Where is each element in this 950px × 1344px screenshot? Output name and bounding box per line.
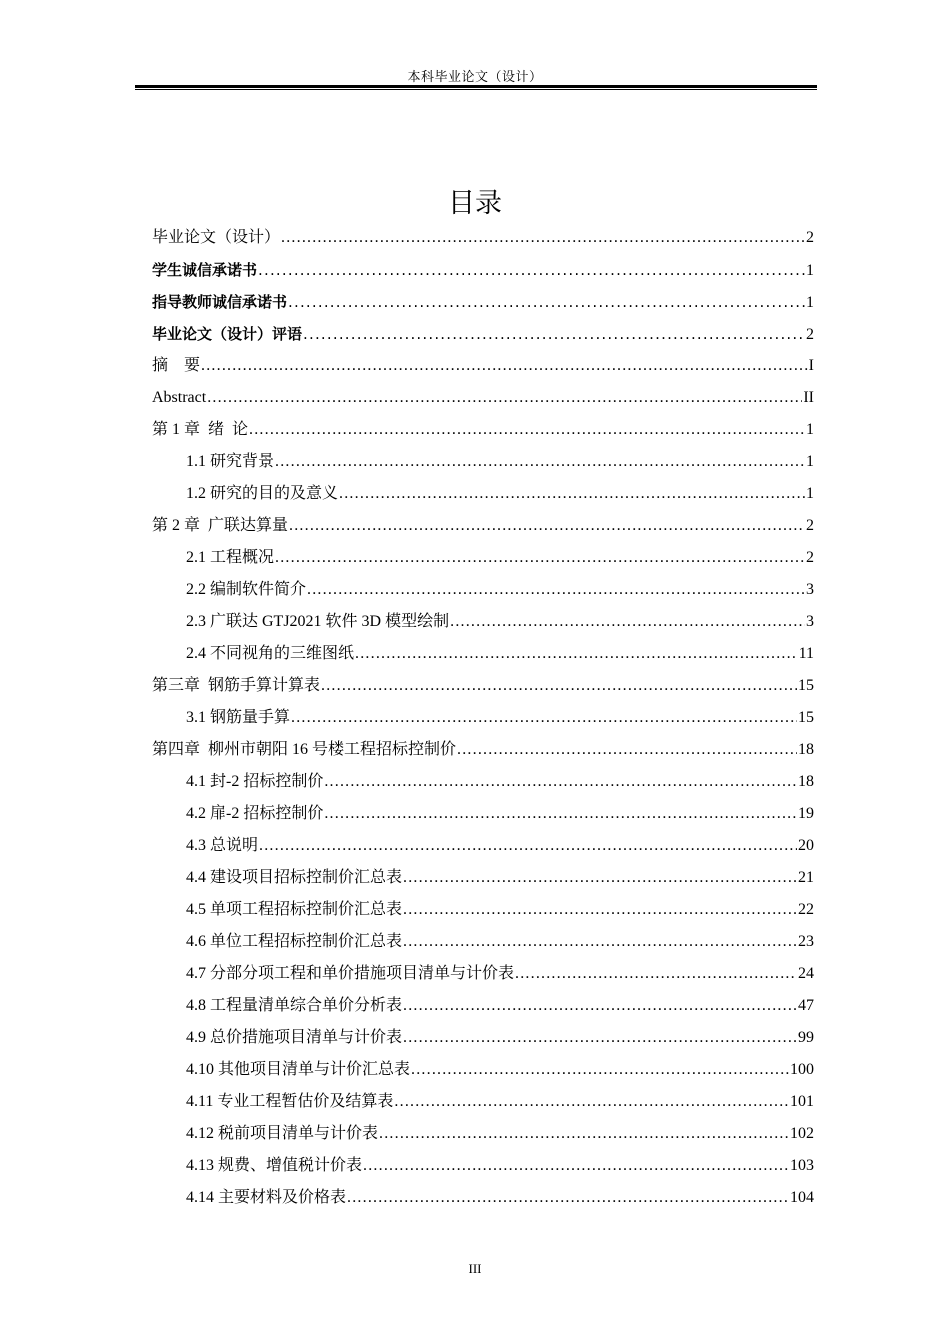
- toc-entry[interactable]: [152, 862, 814, 894]
- toc-entry-page: 2: [806, 517, 814, 534]
- toc-entry-page: 22: [798, 901, 814, 918]
- toc-entry[interactable]: [152, 446, 814, 478]
- toc-entry[interactable]: [152, 414, 814, 446]
- toc-entry[interactable]: [152, 542, 814, 574]
- toc-entry[interactable]: [152, 926, 814, 958]
- page-number: III: [468, 1261, 482, 1276]
- running-header: 本科毕业论文（设计）: [407, 69, 543, 84]
- toc-entry-label: 第四章 柳州市朝阳 16 号楼工程招标控制价: [152, 741, 457, 758]
- toc-dot-leader: [275, 446, 805, 478]
- toc-entry[interactable]: [152, 286, 814, 318]
- toc-dot-leader: [403, 990, 797, 1022]
- toc-entry-label: 第 1 章 绪 论: [152, 421, 249, 438]
- toc-entry[interactable]: [152, 478, 814, 510]
- toc-entry-label: 摘 要: [152, 357, 201, 374]
- toc-entry-label: 4.4 建设项目招标控制价汇总表: [186, 869, 403, 886]
- toc-entry[interactable]: [152, 1086, 814, 1118]
- toc-entry-label: 4.8 工程量清单综合单价分析表: [186, 997, 403, 1014]
- toc-entry-label: 2.4 不同视角的三维图纸: [186, 645, 355, 662]
- toc-entry-page: I: [808, 357, 814, 374]
- toc-entry-page: 2: [806, 229, 814, 246]
- toc-entry-label: 4.3 总说明: [186, 837, 259, 854]
- toc-dot-leader: [259, 830, 797, 862]
- toc-entry[interactable]: [152, 670, 814, 702]
- toc-dot-leader: [403, 926, 797, 958]
- toc-entry-label: 3.1 钢筋量手算: [186, 709, 291, 726]
- toc-entry-label: Abstract: [152, 389, 207, 406]
- toc-entry[interactable]: [152, 1054, 814, 1086]
- toc-entry-label: 4.2 扉-2 招标控制价: [186, 805, 324, 822]
- toc-entry[interactable]: [152, 222, 814, 254]
- toc-dot-leader: [363, 1150, 789, 1182]
- toc-entry-page: 23: [798, 933, 814, 950]
- toc-entry[interactable]: [152, 1118, 814, 1150]
- toc-entry[interactable]: [152, 1182, 814, 1214]
- toc-dot-leader: [403, 894, 797, 926]
- toc-dot-leader: [450, 606, 805, 638]
- toc-entry-page: 21: [798, 869, 814, 886]
- toc-entry-page: 1: [806, 294, 814, 311]
- toc-entry-page: 18: [798, 773, 814, 790]
- toc-entry-label: 毕业论文（设计）评语: [152, 325, 303, 343]
- toc-entry-page: 18: [798, 741, 814, 758]
- toc-dot-leader: [394, 1086, 789, 1118]
- toc-entry-label: 4.7 分部分项工程和单价措施项目清单与计价表: [186, 965, 515, 982]
- toc-entry[interactable]: [152, 958, 814, 990]
- toc-entry-page: 101: [790, 1093, 814, 1110]
- toc-dot-leader: [347, 1182, 789, 1214]
- toc-entry[interactable]: [152, 318, 814, 350]
- toc-entry-page: 24: [798, 965, 814, 982]
- header-rule-thin: [135, 89, 817, 90]
- toc-entry[interactable]: [152, 254, 814, 286]
- header-rule-thick: [135, 85, 817, 88]
- toc-entry-label: 4.14 主要材料及价格表: [186, 1189, 347, 1206]
- toc-entry-label: 2.3 广联达 GTJ2021 软件 3D 模型绘制: [186, 613, 450, 630]
- toc-dot-leader: [379, 1118, 789, 1150]
- toc-entry-page: 1: [806, 421, 814, 438]
- toc-entry[interactable]: [152, 894, 814, 926]
- toc-entry[interactable]: [152, 734, 814, 766]
- toc-entry[interactable]: [152, 1150, 814, 1182]
- toc-entry-label: 2.2 编制软件简介: [186, 581, 307, 598]
- toc-entry-label: 4.11 专业工程暂估价及结算表: [186, 1093, 394, 1110]
- toc-dot-leader: [307, 574, 805, 606]
- toc-dot-leader: [411, 1054, 789, 1086]
- toc-dot-leader: [339, 478, 805, 510]
- toc-entry[interactable]: [152, 990, 814, 1022]
- toc-entry-page: 2: [806, 326, 814, 343]
- toc-entry-label: 1.2 研究的目的及意义: [186, 485, 339, 502]
- toc-dot-leader: [403, 1022, 797, 1054]
- toc-entry[interactable]: [152, 798, 814, 830]
- toc-entry-label: 4.12 税前项目清单与计价表: [186, 1125, 379, 1142]
- toc-entry-page: 99: [798, 1029, 814, 1046]
- toc-entry[interactable]: [152, 766, 814, 798]
- toc-entry-page: 15: [798, 677, 814, 694]
- toc-dot-leader: [275, 542, 805, 574]
- toc-entry-label: 4.6 单位工程招标控制价汇总表: [186, 933, 403, 950]
- toc-entry-page: 11: [798, 645, 814, 662]
- toc-dot-leader: [355, 638, 798, 670]
- toc-dot-leader: [457, 734, 797, 766]
- toc-entry-label: 第 2 章 广联达算量: [152, 517, 289, 534]
- toc-entry-label: 4.9 总价措施项目清单与计价表: [186, 1029, 403, 1046]
- toc-entry-page: 3: [806, 613, 814, 630]
- toc-entry[interactable]: [152, 702, 814, 734]
- table-of-contents: [152, 222, 814, 1214]
- toc-entry[interactable]: [152, 382, 814, 414]
- toc-dot-leader: [207, 382, 802, 414]
- toc-entry-label: 学生诚信承诺书: [152, 261, 258, 279]
- toc-entry-page: 19: [798, 805, 814, 822]
- toc-entry-label: 第三章 钢筋手算计算表: [152, 677, 321, 694]
- toc-dot-leader: [303, 318, 805, 350]
- toc-dot-leader: [258, 254, 805, 286]
- toc-entry-label: 指导教师诚信承诺书: [152, 293, 288, 311]
- toc-entry[interactable]: [152, 510, 814, 542]
- toc-dot-leader: [288, 286, 805, 318]
- toc-entry-page: 47: [798, 997, 814, 1014]
- toc-entry-page: 2: [806, 549, 814, 566]
- toc-dot-leader: [249, 414, 805, 446]
- page-title: 目录: [448, 188, 502, 219]
- toc-entry[interactable]: [152, 574, 814, 606]
- toc-entry-page: 20: [798, 837, 814, 854]
- toc-dot-leader: [515, 958, 797, 990]
- toc-dot-leader: [324, 798, 797, 830]
- toc-entry-label: 4.1 封-2 招标控制价: [186, 773, 324, 790]
- toc-dot-leader: [321, 670, 797, 702]
- toc-entry-page: 103: [790, 1157, 814, 1174]
- toc-entry-label: 2.1 工程概况: [186, 549, 275, 566]
- toc-entry-label: 4.13 规费、增值税计价表: [186, 1157, 363, 1174]
- toc-entry[interactable]: [152, 638, 814, 670]
- toc-entry-page: 1: [806, 485, 814, 502]
- toc-entry-page: 1: [806, 262, 814, 279]
- toc-entry-page: 100: [790, 1061, 814, 1078]
- toc-dot-leader: [281, 222, 805, 254]
- toc-entry[interactable]: [152, 350, 814, 382]
- toc-entry[interactable]: [152, 606, 814, 638]
- toc-entry[interactable]: [152, 1022, 814, 1054]
- toc-entry-page: 104: [790, 1189, 814, 1206]
- toc-entry-page: 1: [806, 453, 814, 470]
- toc-dot-leader: [403, 862, 797, 894]
- toc-entry-page: 15: [798, 709, 814, 726]
- toc-entry-page: II: [803, 389, 814, 406]
- toc-entry-label: 4.10 其他项目清单与计价汇总表: [186, 1061, 411, 1078]
- toc-entry-page: 102: [790, 1125, 814, 1142]
- toc-entry-page: 3: [806, 581, 814, 598]
- toc-entry[interactable]: [152, 830, 814, 862]
- toc-dot-leader: [291, 702, 797, 734]
- toc-entry-label: 4.5 单项工程招标控制价汇总表: [186, 901, 403, 918]
- toc-dot-leader: [289, 510, 805, 542]
- toc-entry-label: 1.1 研究背景: [186, 453, 275, 470]
- toc-entry-label: 毕业论文（设计）: [152, 229, 281, 246]
- toc-dot-leader: [324, 766, 797, 798]
- toc-dot-leader: [201, 350, 808, 382]
